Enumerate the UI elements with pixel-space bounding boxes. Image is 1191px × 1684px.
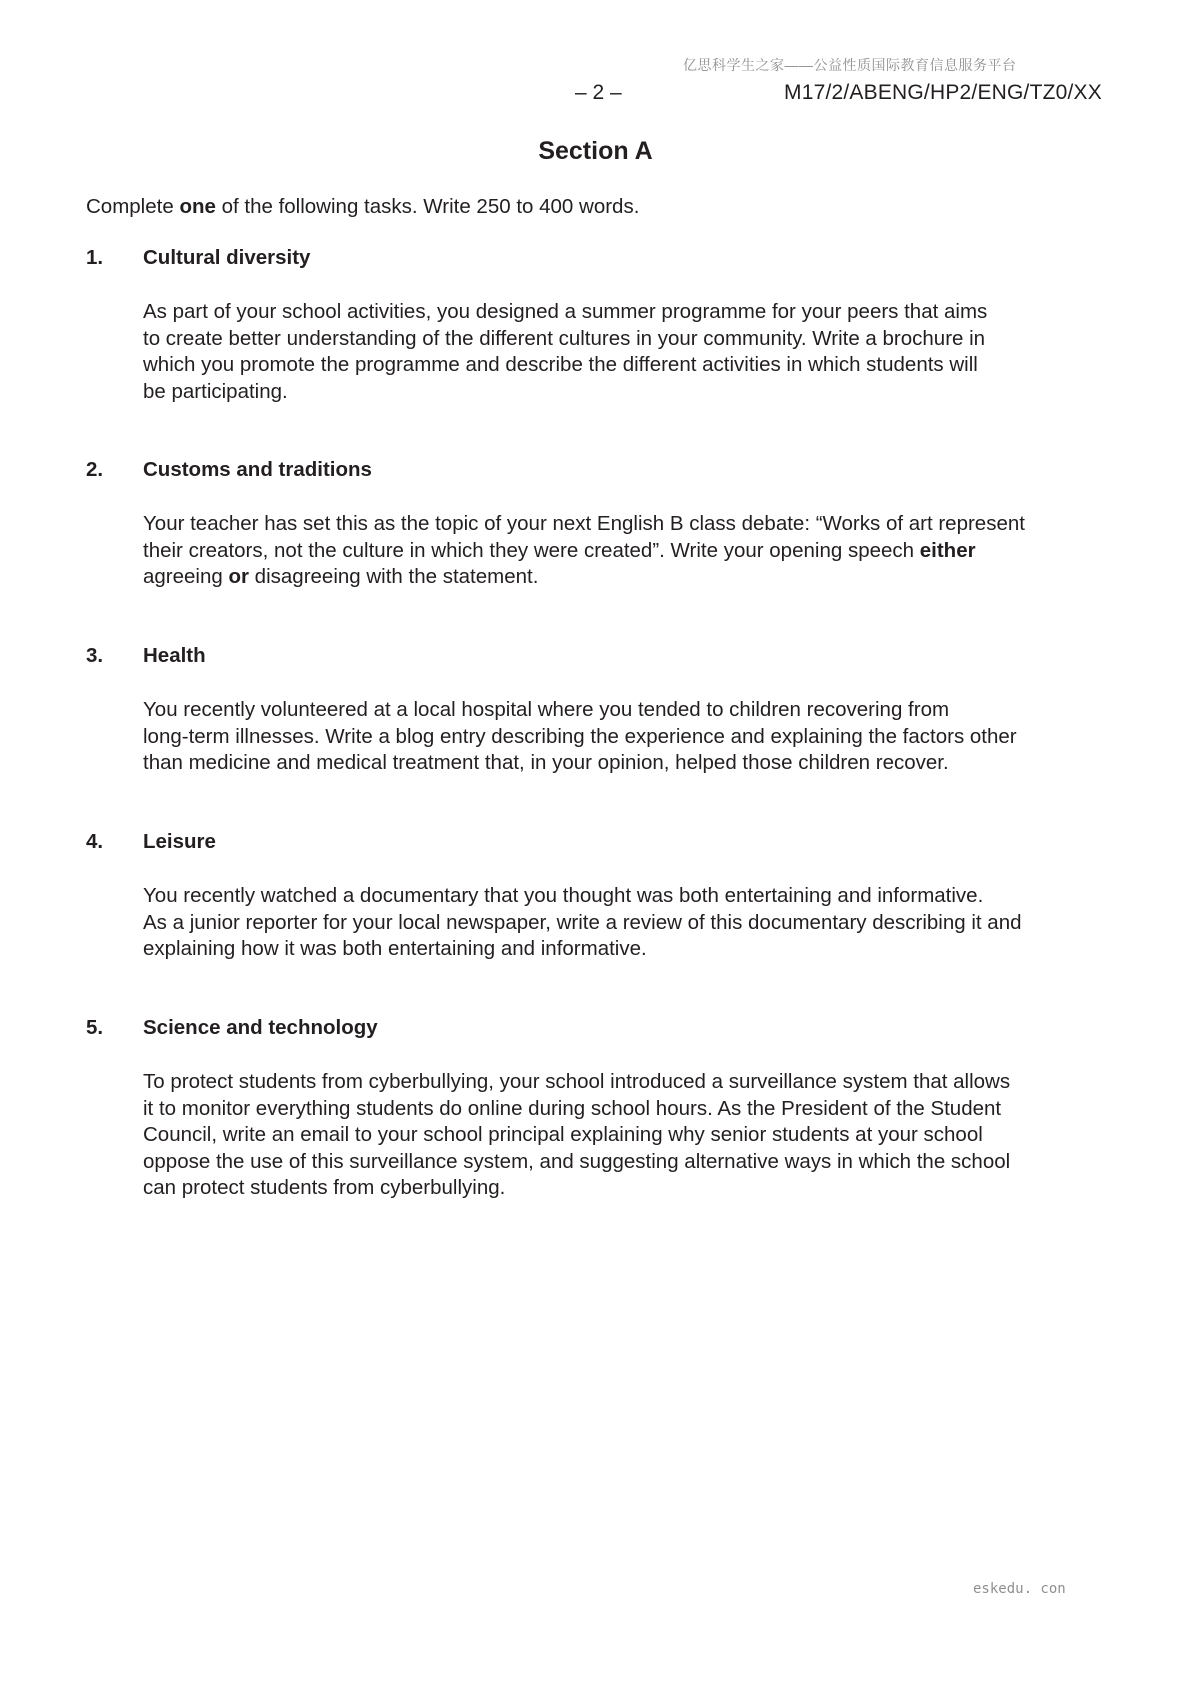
task-number: 4.	[86, 830, 104, 853]
paper-code: M17/2/ABENG/HP2/ENG/TZ0/XX	[784, 81, 1102, 104]
task-title: Cultural diversity	[143, 246, 311, 269]
task-line: You recently watched a documentary that you thought was both entertaining and informative.	[143, 884, 984, 907]
task-title: Science and technology	[143, 1016, 378, 1039]
task-line: To protect students from cyberbullying, your school introduced a surveillance system that allows	[143, 1070, 1011, 1093]
section-title: Section A	[538, 137, 653, 165]
task-title: Customs and traditions	[143, 458, 372, 481]
task-line: Your teacher has set this as the topic of your next English B class debate: “Works of art represent	[143, 512, 1025, 535]
task-number: 2.	[86, 458, 104, 481]
task-line: agreeing or disagreeing with the statement.	[143, 565, 539, 588]
task-line: be participating.	[143, 379, 288, 403]
task-title: Leisure	[143, 830, 216, 853]
task-line: As part of your school activities, you designed a summer programme for your peers that aims	[143, 300, 988, 323]
task-line: to create better understanding of the different cultures in your community. Write a brochure in	[143, 326, 986, 350]
task-number: 1.	[86, 246, 104, 269]
task-line: which you promote the programme and describe the different activities in which students will	[143, 353, 978, 376]
emphasis-text: either	[919, 538, 976, 562]
footer-watermark: eskedu. con	[973, 1581, 1066, 1597]
task-line: long-term illnesses. Write a blog entry describing the experience and explaining the factors other	[143, 724, 1017, 748]
task-number: 3.	[86, 644, 104, 667]
header-watermark: 亿思科学生之家——公益性质国际教育信息服务平台	[683, 57, 1017, 73]
task-title: Health	[143, 644, 206, 667]
task-body	[143, 299, 1113, 405]
page-number: – 2 –	[575, 81, 622, 104]
instruction-emphasis: one	[179, 195, 216, 218]
task-body	[143, 883, 1113, 963]
emphasis-text: or	[228, 565, 249, 588]
task-body	[143, 697, 1113, 777]
instruction	[86, 195, 639, 219]
task-body	[143, 511, 1113, 591]
instruction-post: of the following tasks. Write 250 to 400 words.	[215, 195, 640, 218]
task-line: can protect students from cyberbullying.	[143, 1176, 506, 1199]
task-line: As a junior reporter for your local newspaper, write a review of this documentary describing it and	[143, 910, 1022, 934]
task-line: their creators, not the culture in which they were created”. Write your opening speech either	[143, 538, 976, 562]
task-line: oppose the use of this surveillance system, and suggesting alternative ways in which the school	[143, 1149, 1011, 1173]
task-line: Council, write an email to your school principal explaining why senior students at your school	[143, 1123, 983, 1146]
task-line: You recently volunteered at a local hospital where you tended to children recovering from	[143, 698, 950, 721]
instruction-pre: Complete	[86, 195, 180, 218]
task-number: 5.	[86, 1016, 104, 1039]
task-line: than medicine and medical treatment that, in your opinion, helped those children recover.	[143, 751, 949, 774]
task-line: it to monitor everything students do online during school hours. As the President of the Student	[143, 1096, 1002, 1120]
task-line: explaining how it was both entertaining and informative.	[143, 937, 647, 960]
task-body	[143, 1069, 1113, 1202]
